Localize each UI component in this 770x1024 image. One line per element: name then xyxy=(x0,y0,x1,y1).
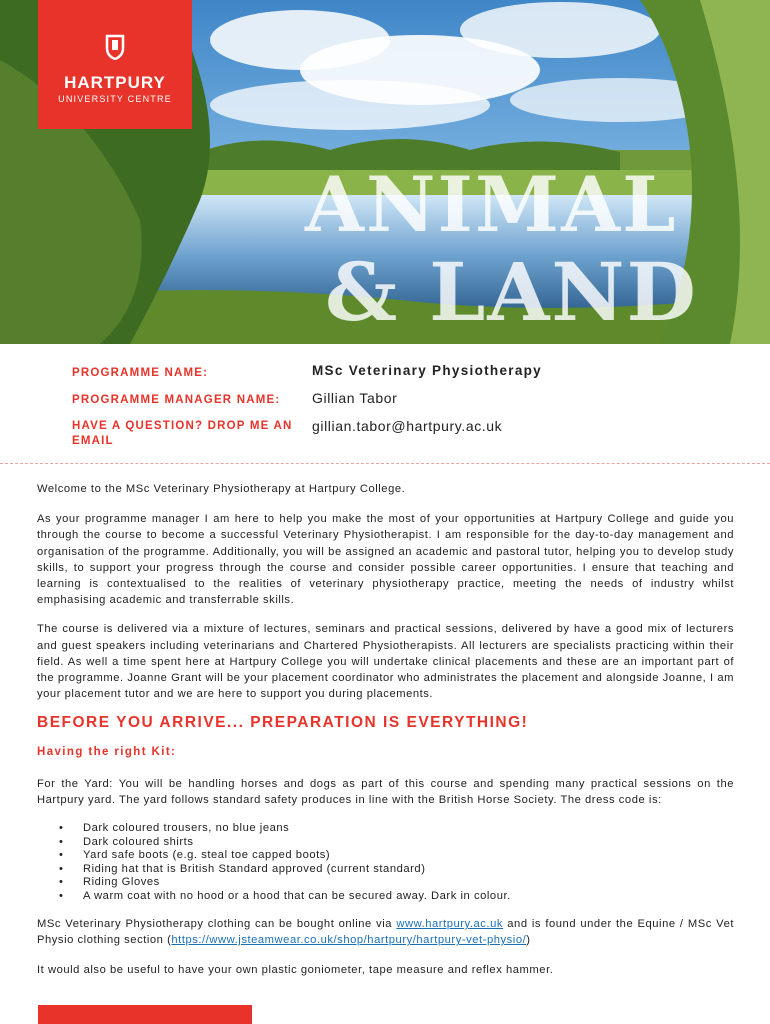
list-item: • Yard safe boots (e.g. steal toe capped boots) xyxy=(83,849,734,863)
programme-label: PROGRAMME NAME: xyxy=(72,367,209,379)
list-item: • Riding hat that is British Standard approved (current standard) xyxy=(83,863,734,877)
logo-name: HARTPURY xyxy=(64,73,166,92)
clothing-text-post: ) xyxy=(526,934,531,947)
yard-paragraph: For the Yard: You will be handling horses and dogs as part of this course and spending many practical sessions on the Hartpury yard. The yard follows standard safety produces in line with the British Horse Society. The dress code is: xyxy=(37,777,734,807)
hero-word-land: & LAND xyxy=(325,245,698,339)
jsteamwear-shop-link[interactable]: https://www.jsteamwear.co.uk/shop/hartpury/hartpury-vet-physio/ xyxy=(171,934,527,947)
hero-banner xyxy=(0,0,770,344)
list-item: • Dark coloured shirts xyxy=(83,836,734,850)
heading-before-you-arrive: BEFORE YOU ARRIVE... PREPARATION IS EVERYTHING! xyxy=(37,714,529,732)
kit-list xyxy=(37,822,734,903)
list-item: • Riding Gloves xyxy=(83,876,734,890)
question-label: HAVE A QUESTION? DROP ME AN EMAIL xyxy=(72,420,293,447)
clothing-paragraph xyxy=(37,916,734,948)
hartpury-logo[interactable] xyxy=(38,0,192,129)
logo-subtitle: UNIVERSITY CENTRE xyxy=(58,94,172,104)
welcome-text: Welcome to the MSc Veterinary Physiotherapy at Hartpury College. xyxy=(37,483,406,495)
programme-value: MSc Veterinary Physiotherapy xyxy=(312,363,542,378)
paragraph-course: The course is delivered via a mixture of lectures, seminars and practical sessions, delivered by have a good mix of lecturers and guest speakers including veterinarians and Chartered Physiotherapists. All lecturers are specialists practicing within their field. As well a time spent here at Hartpury College you will undertake clinical placements and these are an important part of the programme. Joanne Grant will be your placement coordinator who administrates the placement and alongside Joanne, I am your placement tutor and we are here to support you during placements. xyxy=(37,623,734,701)
crest-icon xyxy=(103,34,127,60)
footer-accent-bar xyxy=(38,1005,252,1024)
manager-value: Gillian Tabor xyxy=(312,390,398,406)
manager-label: PROGRAMME MANAGER NAME: xyxy=(72,394,281,406)
clothing-text-mid: and is found under the Equine / MSc Vet Physio clothing section ( xyxy=(37,918,734,947)
letter-body xyxy=(37,481,734,978)
email-value[interactable]: gillian.tabor@hartpury.ac.uk xyxy=(312,418,503,434)
clothing-text-pre: MSc Veterinary Physiotherapy clothing can be bought online via xyxy=(37,918,397,931)
paragraph-role: As your programme manager I am here to help you make the most of your opportunities at Hartpury College and guide you through the course to become a successful Veterinary Physiotherapist. I am responsible for the day-to-day management and organisation of the programme. Additionally, you will be assigned an academic and pastoral tutor, helping you to develop study skills, to support your progress through the course and consider possible career opportunities. I ensure that teaching and learning is contextualised to the realities of veterinary physiotherapy practice, meeting the needs of industry whilst emphasising academic and transferrable skills. xyxy=(37,513,734,607)
heading-right-kit: Having the right Kit: xyxy=(37,745,177,758)
list-item: • Dark coloured trousers, no blue jeans xyxy=(83,822,734,836)
divider xyxy=(0,463,770,464)
hero-word-animal: ANIMAL xyxy=(305,160,678,249)
goniometer-text: It would also be useful to have your own plastic goniometer, tape measure and reflex hammer. xyxy=(37,963,554,976)
hartpury-website-link[interactable]: www.hartpury.ac.uk xyxy=(396,918,503,931)
list-item: • A warm coat with no hood or a hood that can be secured away. Dark in colour. xyxy=(83,890,734,904)
